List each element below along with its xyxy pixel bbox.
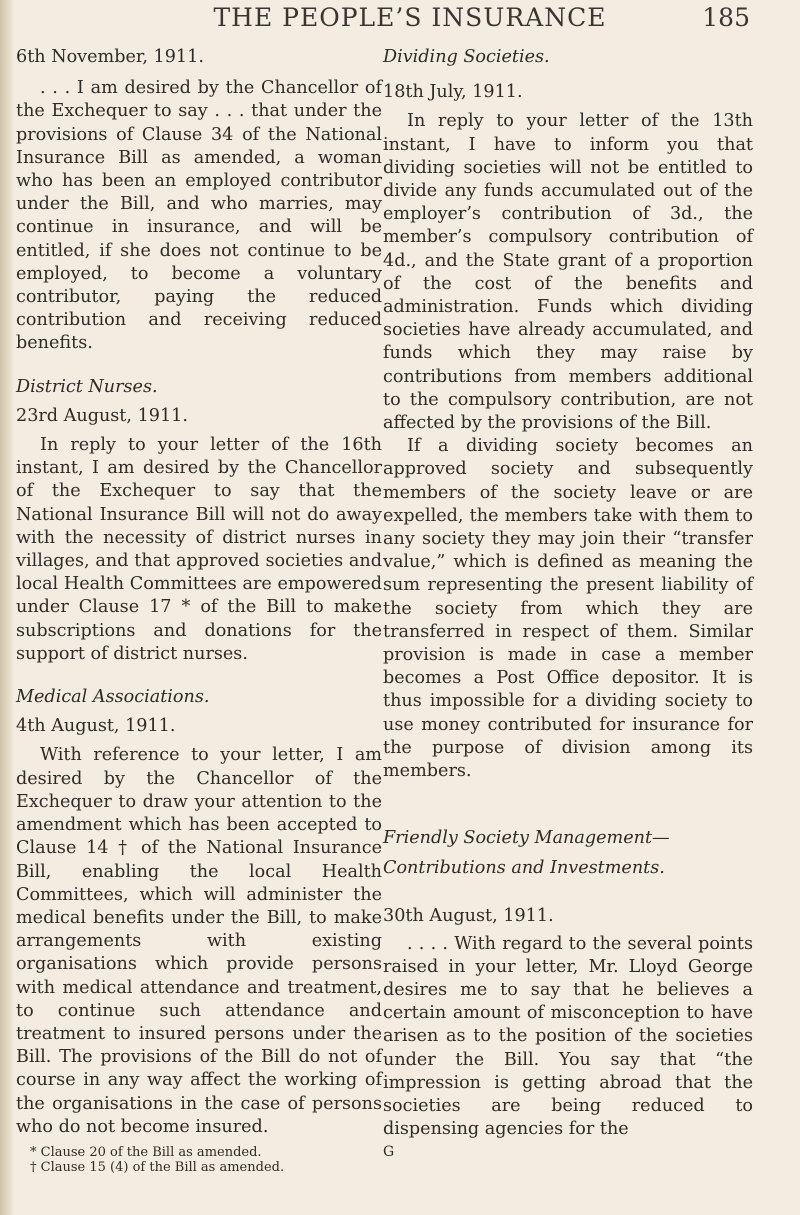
paragraph: In reply to your letter of the 16th instant, I am desired by the Chancellor of the Exchequer to say that the National Insurance Bill will not do away with the necessity of district nurses in villages, and that approved societies and local Health Committees are empowered under Clause 17 * of the Bill to make subscriptions and donations for the support of district nurses. xyxy=(16,435,382,664)
left-column xyxy=(16,40,382,1176)
paragraph: In reply to your letter of the 13th instant, I have to inform you that dividing societies will not be entitled to divide any funds accumulated out of the employer’s contribution of 3d., the member’s compulsory contribution of 4d., and the State grant of a proportion of the cost of the benefits and administration. Funds which dividing societies have already accumulated, and funds which they may raise by contributions from members additional to the compulsory contribution, are not affected by the provisions of the Bill. xyxy=(383,111,753,434)
footnote: * Clause 20 of the Bill as amended. xyxy=(30,1144,262,1160)
date-heading: 4th August, 1911. xyxy=(16,716,176,737)
section-heading: Friendly Society Management—Contributions and Investments. xyxy=(383,828,670,879)
date-heading: 6th November, 1911. xyxy=(16,47,204,67)
running-header xyxy=(40,2,780,36)
section-heading: Dividing Societies. xyxy=(383,47,550,67)
paragraph: With reference to your letter, I am desired by the Chancellor of the Exchequer to draw your attention to the amendment which has been accepted to Clause 14 † of the National Insurance Bill, enabling the local Health Committees, which will administer the medical benefits under the Bill, to make arrangements with existing organisations which provide persons with medical attendance and treatment, to continue such attendance and treatment to insured persons under the Bill. The provisions of the Bill do not of course in any way affect the working of the organisations in the case of persons who do not become insured. xyxy=(16,745,382,1137)
running-title: THE PEOPLE’S INSURANCE xyxy=(213,3,607,32)
section-heading: District Nurses. xyxy=(16,376,158,397)
page-number: 185 xyxy=(702,3,750,32)
paragraph: . . . I am desired by the Chancellor of the Exchequer to say . . . that under the provisions of Clause 34 of the National Insurance Bill as amended, a woman who has been an employed contributor under the Bill, and who marries, may continue in insurance, and will be entitled, if she does not continue to be employed, to become a voluntary contributor, paying the reduced contribution and receiving reduced benefits. xyxy=(16,78,382,354)
paragraph: If a dividing society becomes an approved society and subsequently members of the society leave or are expelled, the members take with them to any society they may join their “transfer value,” which is defined as meaning the sum representing the present liability of the society from which they are transferred in respect of them. Similar provision is made in case a member becomes a Post Office depositor. It is thus impossible for a dividing society to use money contributed for insurance for the purpose of division among its members. xyxy=(383,436,753,782)
paragraph: . . . . With regard to the several points raised in your letter, Mr. Lloyd George desires me to say that he believes a certain amount of misconception to have arisen as to the position of the societies under the Bill. You say that “the impression is getting abroad that the societies are being reduced to dispensing agencies for the xyxy=(383,933,753,1140)
signature-mark: G xyxy=(383,1144,395,1161)
section-heading: Medical Associations. xyxy=(16,687,210,708)
binding-gutter xyxy=(0,0,14,1215)
right-column xyxy=(383,40,753,1165)
date-heading: 30th August, 1911. xyxy=(383,906,554,927)
date-heading: 18th July, 1911. xyxy=(383,82,523,103)
footnote: † Clause 15 (4) of the Bill as amended. xyxy=(30,1160,285,1176)
date-heading: 23rd August, 1911. xyxy=(16,405,188,426)
